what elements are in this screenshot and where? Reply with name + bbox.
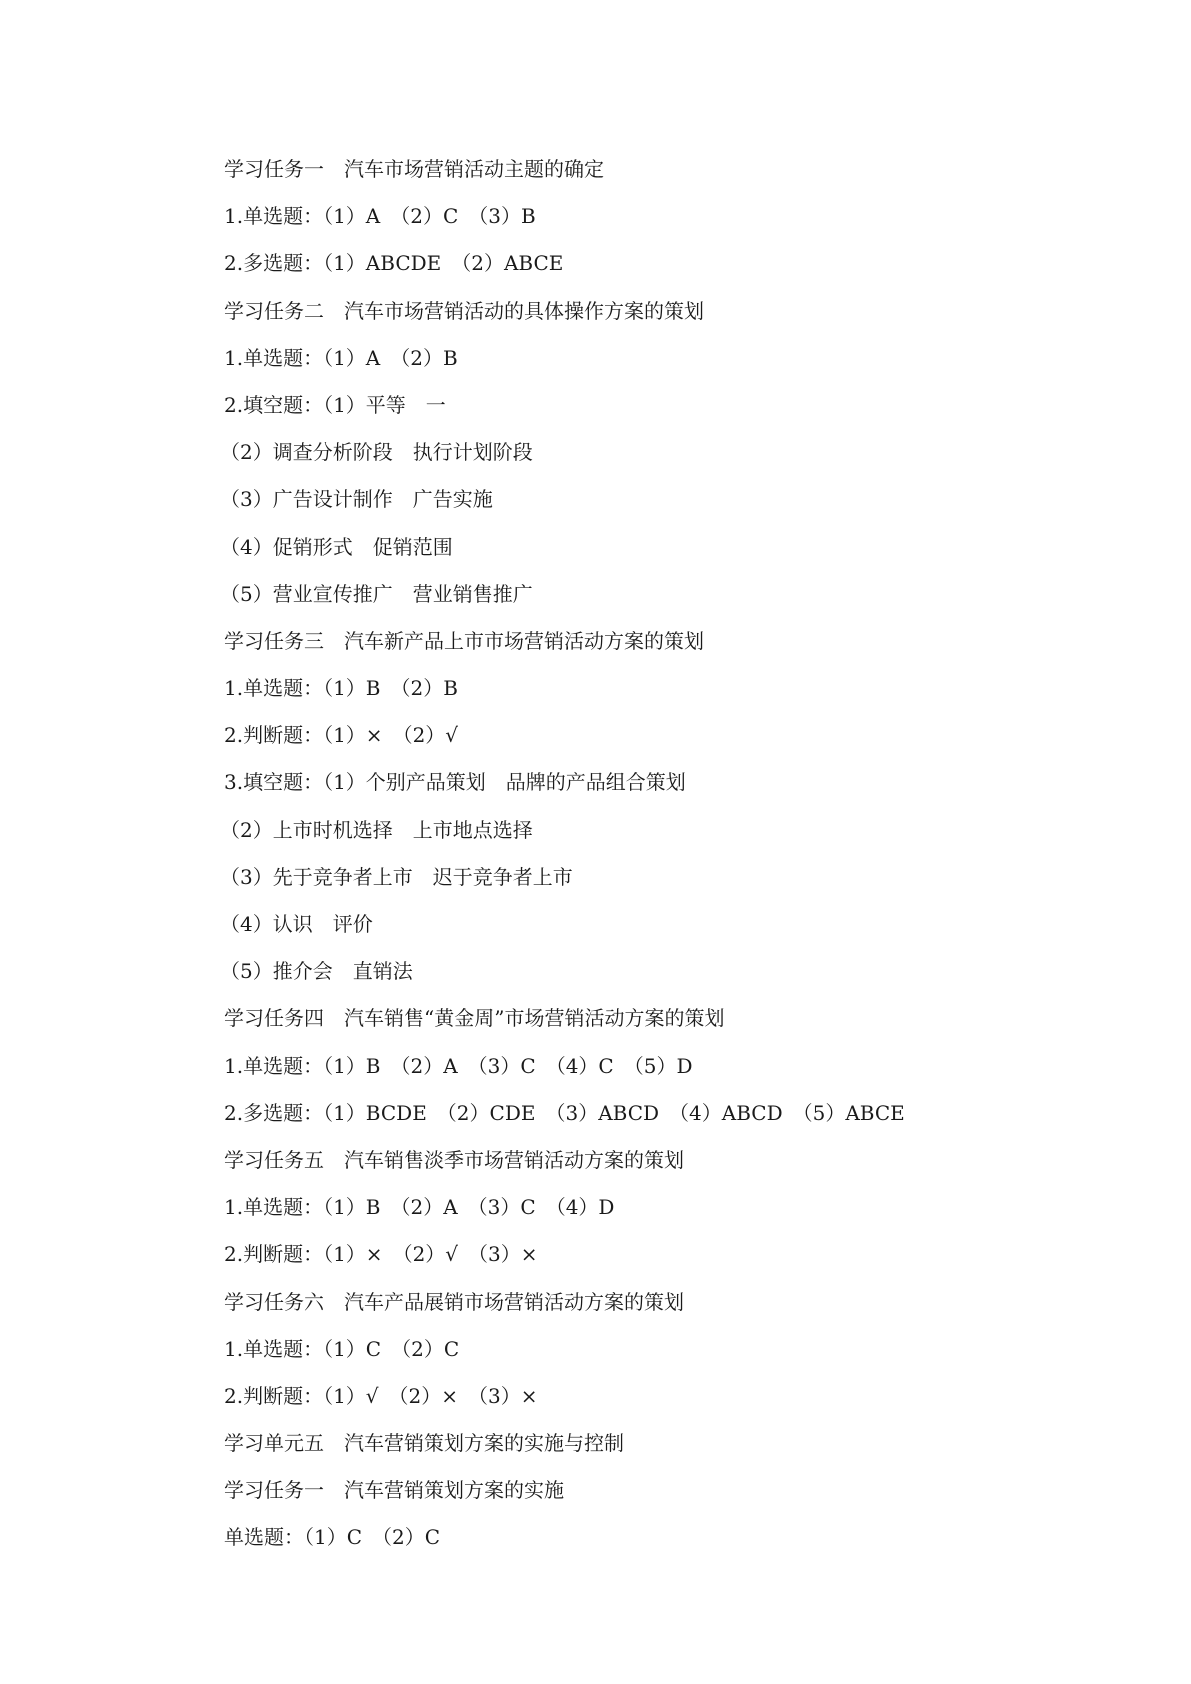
answer-subline: （5）推介会 直销法	[220, 959, 413, 984]
section-heading: 学习任务二 汽车市场营销活动的具体操作方案的策划	[224, 298, 704, 323]
section-heading: 学习单元五 汽车营销策划方案的实施与控制	[224, 1431, 624, 1456]
answer-subline: （4）促销形式 促销范围	[220, 534, 453, 559]
answer-line: 2.多选题：（1）ABCDE （2）ABCE	[224, 251, 564, 276]
answer-subline: （3）先于竞争者上市 迟于竞争者上市	[220, 864, 573, 889]
answer-line: 1.单选题：（1）B （2）B	[224, 676, 458, 701]
answer-line: 1.单选题：（1）B （2）A （3）C （4）D	[224, 1195, 615, 1220]
answer-line: 2.填空题：（1）平等 一	[224, 392, 446, 417]
answer-subline: （3）广告设计制作 广告实施	[220, 487, 493, 512]
answer-line: 1.单选题：（1）C （2）C	[224, 1336, 460, 1361]
answer-subline: （2）上市时机选择 上市地点选择	[220, 817, 533, 842]
answer-line: 单选题：（1）C （2）C	[224, 1525, 441, 1550]
answer-line: 2.判断题：（1）× （2）√	[224, 723, 459, 748]
answer-key-content	[220, 152, 1124, 1568]
answer-line: 3.填空题：（1）个别产品策划 品牌的产品组合策划	[224, 770, 686, 795]
section-heading: 学习任务一 汽车市场营销活动主题的确定	[224, 157, 604, 181]
answer-line: 1.单选题：（1）A （2）C （3）B	[224, 204, 536, 229]
section-heading: 学习任务四 汽车销售“黄金周”市场营销活动方案的策划	[224, 1006, 725, 1031]
answer-line: 2.多选题：（1）BCDE （2）CDE （3）ABCD （4）ABCD （5）ABCE	[224, 1100, 905, 1125]
section-heading: 学习任务三 汽车新产品上市市场营销活动方案的策划	[224, 628, 704, 653]
answer-subline: （5）营业宣传推广 营业销售推广	[220, 581, 533, 606]
answer-subline: （2）调查分析阶段 执行计划阶段	[220, 440, 533, 465]
section-heading: 学习任务六 汽车产品展销市场营销活动方案的策划	[224, 1289, 684, 1314]
section-heading: 学习任务五 汽车销售淡季市场营销活动方案的策划	[224, 1147, 684, 1172]
answer-subline: （4）认识 评价	[220, 912, 373, 936]
answer-line: 2.判断题：（1）√ （2）× （3）×	[224, 1383, 538, 1408]
answer-line: 1.单选题：（1）A （2）B	[224, 345, 458, 370]
answer-line: 1.单选题：（1）B （2）A （3）C （4）C （5）D	[224, 1053, 693, 1078]
answer-line: 2.判断题：（1）× （2）√ （3）×	[224, 1242, 538, 1267]
section-heading: 学习任务一 汽车营销策划方案的实施	[224, 1478, 564, 1503]
